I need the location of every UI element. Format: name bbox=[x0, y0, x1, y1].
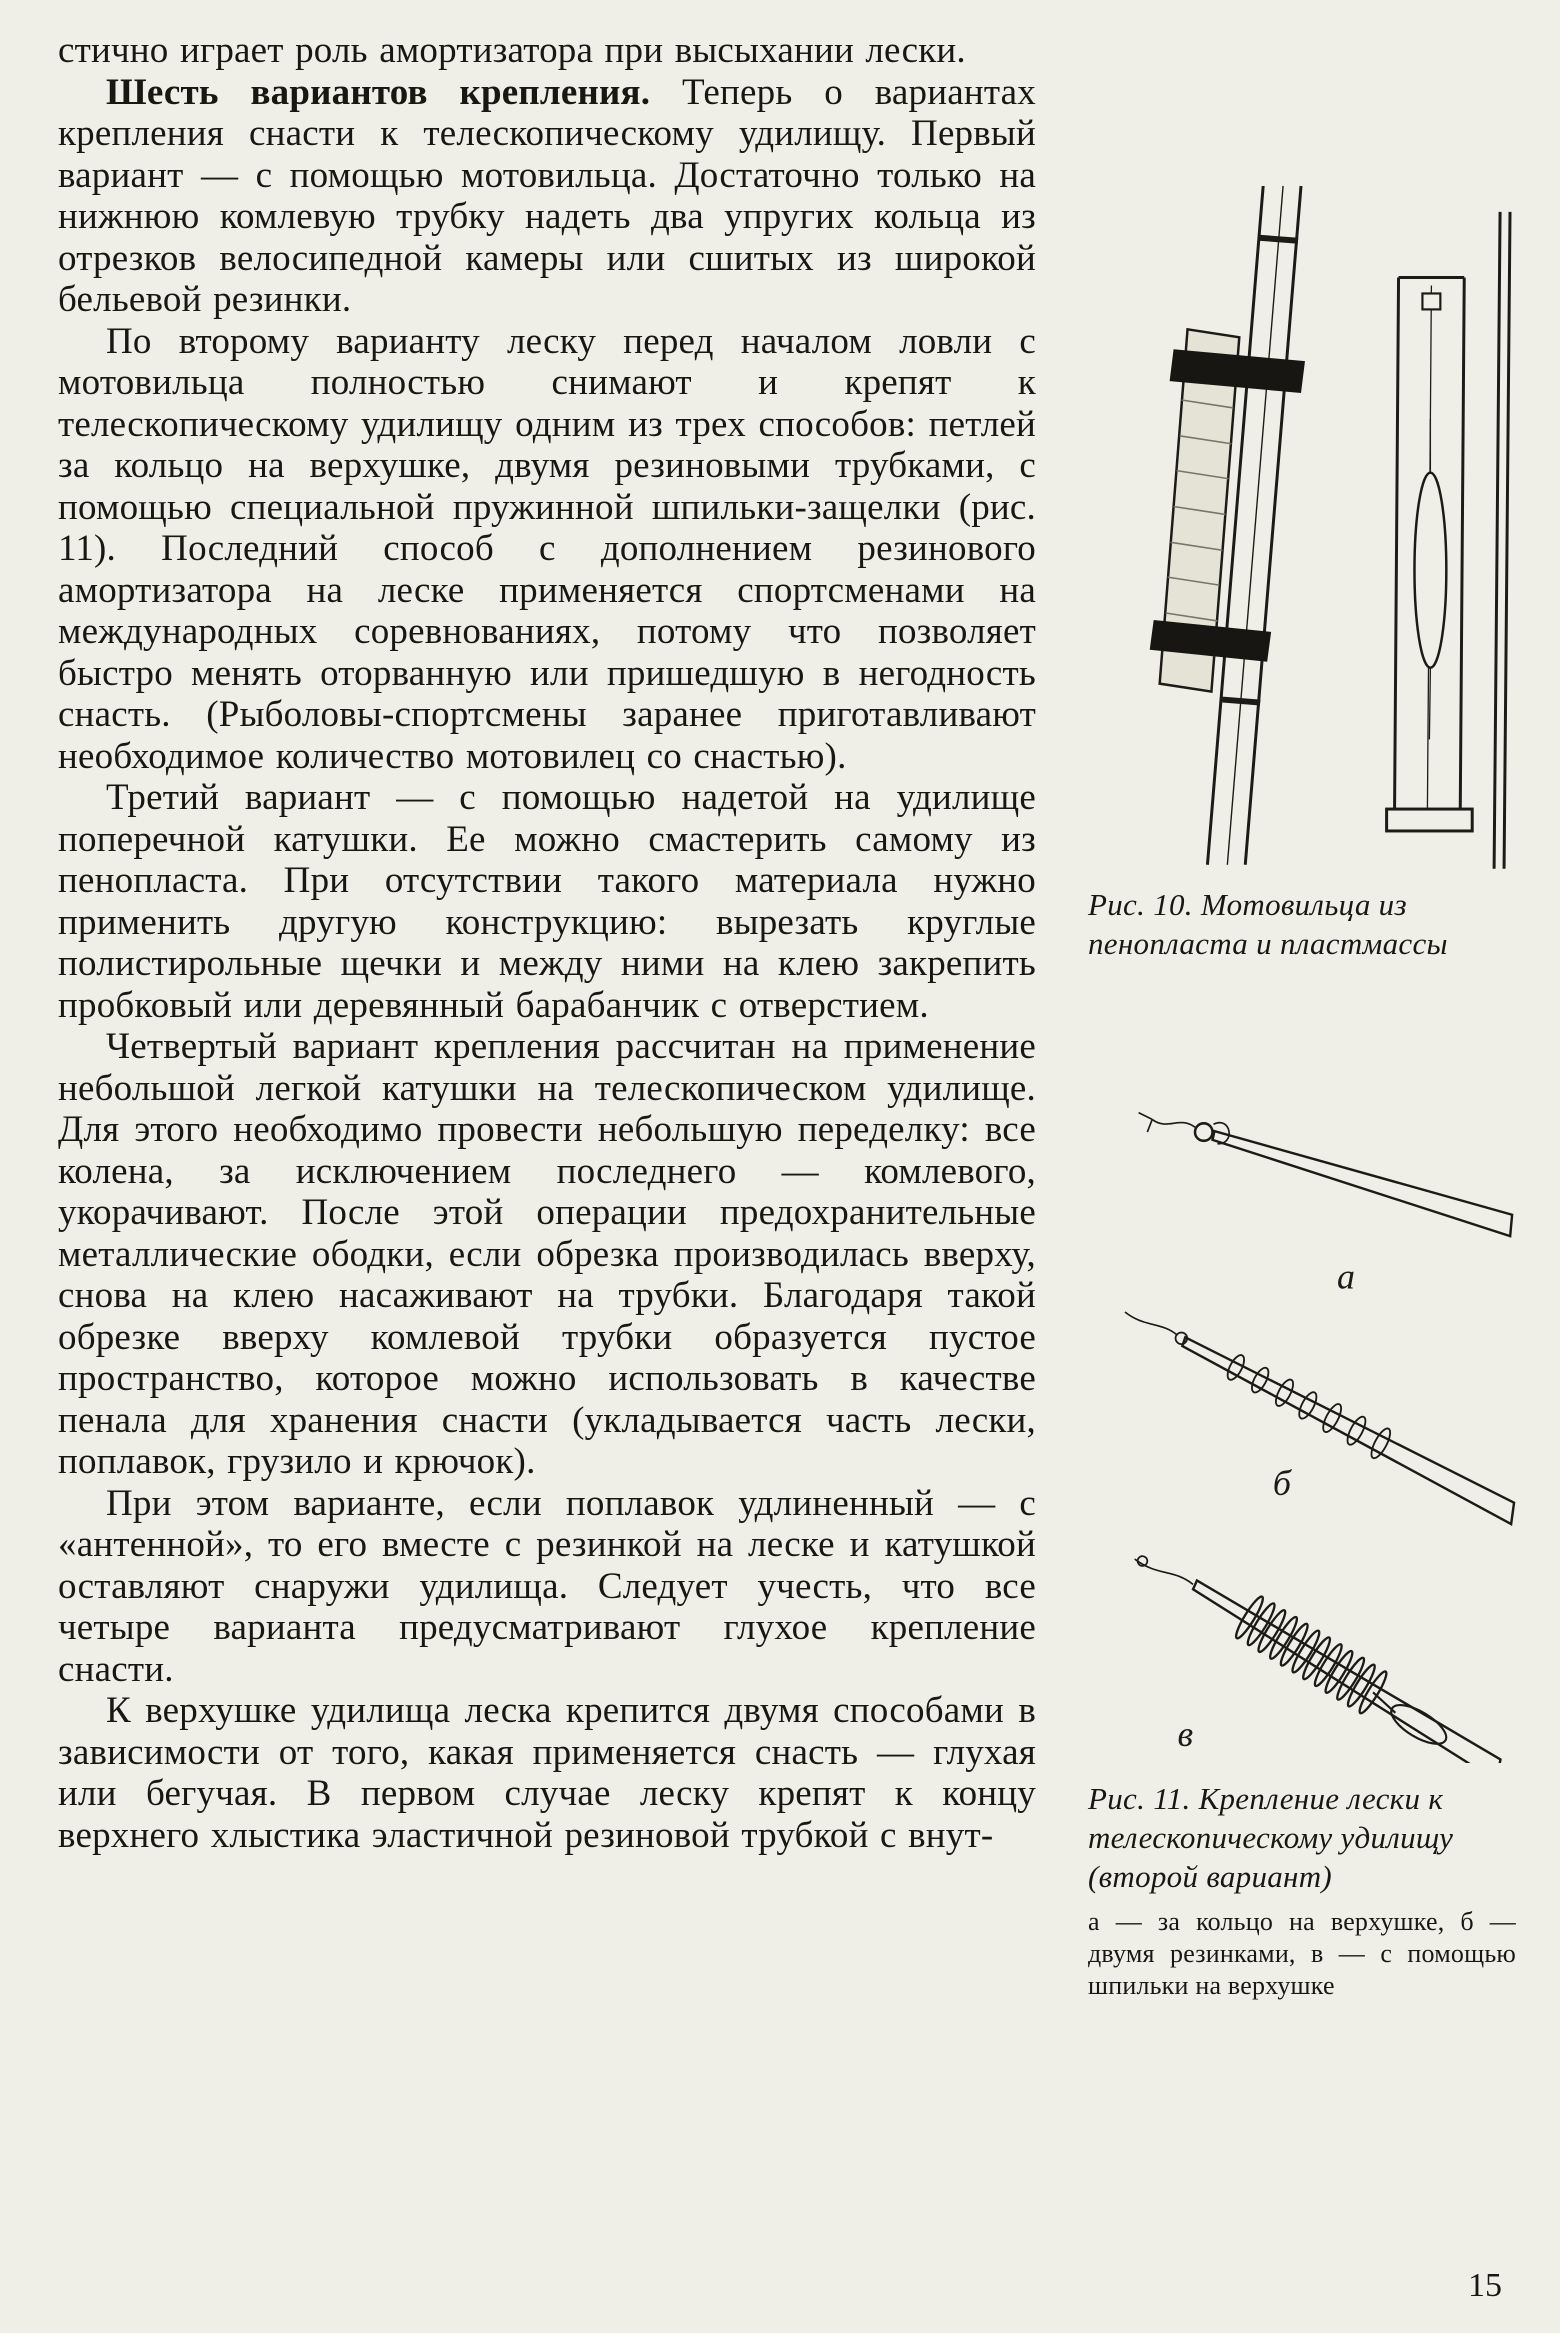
paragraph bbox=[58, 72, 1036, 321]
paragraph-text: К верхушке удилища леска крепится двумя способами в зависимости от того, какая применяется снасть — глухая или бегучая. В первом случае леску крепят к концу верхнего хлыстика эластичной резиновой трубкой с внут- bbox=[58, 1690, 1036, 1856]
paragraph-text: Четвертый вариант крепления рассчитан на применение небольшой легкой катушки на телескопическом удилище. Для этого необходимо провести небольшую переделку: все колена, за исключением последнего — комлевого, укорачивают. После этой операции предохранительные металлические ободки, если обрезка производилась вверху, снова на клею насаживают на трубки. Благодаря такой обрезке вверху комлевой трубки образуется пустое пространство, которое можно использовать в качестве пенала для хранения снасти (укладывается часть лески, поплавок, грузило и крючок). bbox=[58, 1026, 1036, 1482]
paragraph bbox=[58, 321, 1036, 778]
figure-column bbox=[1088, 30, 1516, 2002]
paragraph-text: Теперь о вариантах крепления снасти к телескопическому удилищу. Первый вариант — с помощью мотовильца. Достаточно только на нижнюю комлевую трубку надеть два упругих кольца из отрезков велосипедной камеры или сшитых из широкой бельевой резинки. bbox=[58, 71, 1036, 320]
figure-11-caption: Рис. 11. Крепление лески к телескопическому удилищу (второй вариант) bbox=[1088, 1781, 1454, 1895]
figure-10-caption: Рис. 10. Мотовильца из пенопласта и пластмассы bbox=[1088, 886, 1448, 961]
figure-11-label-b: б bbox=[1272, 1462, 1291, 1503]
figure-11-label-v: в bbox=[1177, 1713, 1194, 1754]
figure-10 bbox=[1088, 182, 1516, 963]
paragraph-continuation bbox=[58, 30, 1036, 72]
paragraph-text: стично играет роль амортизатора при высыхании лески. bbox=[58, 30, 966, 71]
figure-11-illustration bbox=[1088, 1063, 1516, 1763]
paragraph bbox=[58, 777, 1036, 1026]
paragraph-lead: Шесть вариантов крепления. bbox=[106, 71, 651, 113]
figure-11 bbox=[1088, 1063, 1516, 2002]
text-column bbox=[58, 30, 1036, 2002]
paragraph bbox=[58, 1483, 1036, 1691]
figure-11-legend: а — за кольцо на верхушке, б — двумя резинками, в — с помощью шпильки на верхушке bbox=[1088, 1907, 1516, 2001]
paragraph-text: При этом варианте, если поплавок удлиненный — с «антенной», то его вместе с резинкой на леске и катушкой оставляют снаружи удилища. Следует учесть, что все четыре варианта предусматривают глухое крепление снасти. bbox=[58, 1482, 1036, 1690]
page-number: 15 bbox=[1468, 2267, 1502, 2304]
paragraph-text: По второму варианту леску перед началом ловли с мотовильца полностью снимают и крепят к телескопическому удилищу одним из трех способов: петлей за кольцо на верхушке, двумя резиновыми трубками, с помощью специальной пружинной шпильки-защелки (рис. 11). Последний способ с дополнением резинового амортизатора на леске применяется спортсменами на международных соревнованиях, потому что позволяет быстро менять оторванную или пришедшую в негодность снасть. (Рыболовы-спортсмены заранее приготавливают необходимое количество мотовилец со снастью). bbox=[58, 320, 1036, 777]
paragraph bbox=[58, 1690, 1036, 1856]
figure-11-label-a: а bbox=[1337, 1256, 1356, 1297]
figure-10-illustration bbox=[1088, 182, 1516, 869]
paragraph-text: Третий вариант — с помощью надетой на удилище поперечной катушки. Ее можно смастерить самому из пенопласта. При отсутствии такого материала нужно применить другую конструкцию: вырезать круглые полистирольные щечки и между ними на клею закрепить пробковый или деревянный барабанчик с отверстием. bbox=[58, 777, 1036, 1026]
paragraph bbox=[58, 1026, 1036, 1483]
